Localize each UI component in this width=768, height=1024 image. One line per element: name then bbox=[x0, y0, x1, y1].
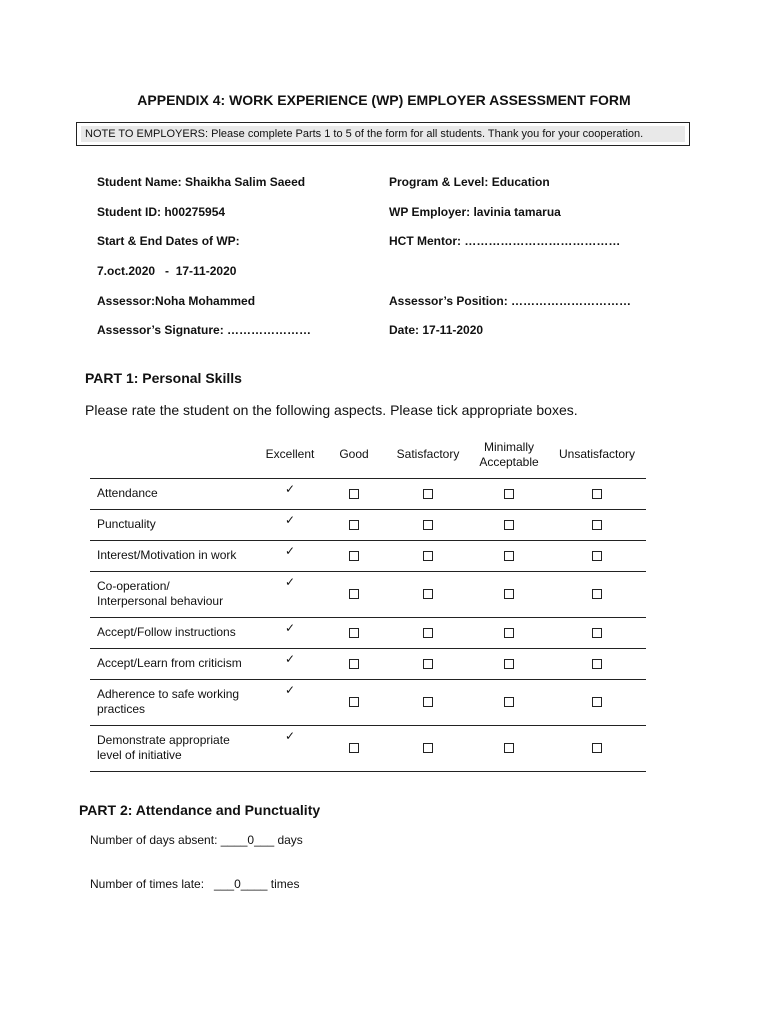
form-title: APPENDIX 4: WORK EXPERIENCE (WP) EMPLOYER ASSESSMENT FORM bbox=[137, 92, 631, 108]
rating-checkbox[interactable] bbox=[592, 520, 602, 530]
rating-checkbox[interactable] bbox=[504, 628, 514, 638]
row-label: Accept/Learn from criticism bbox=[97, 655, 242, 670]
tick-mark-icon[interactable]: ✓ bbox=[284, 482, 296, 496]
column-header-unsatisfactory: Unsatisfactory bbox=[558, 447, 636, 461]
rating-checkbox[interactable] bbox=[592, 659, 602, 669]
rating-checkbox[interactable] bbox=[592, 551, 602, 561]
rating-checkbox[interactable] bbox=[504, 520, 514, 530]
column-header-minimally-acceptable: Minimally Acceptable bbox=[479, 440, 539, 469]
hct-mentor: HCT Mentor: ………………………………… bbox=[389, 234, 621, 248]
rating-checkbox[interactable] bbox=[423, 551, 433, 561]
rating-checkbox[interactable] bbox=[504, 551, 514, 561]
rating-checkbox[interactable] bbox=[349, 659, 359, 669]
row-label: Demonstrate appropriate level of initiative bbox=[97, 733, 230, 762]
rating-checkbox[interactable] bbox=[504, 489, 514, 499]
rating-checkbox[interactable] bbox=[423, 489, 433, 499]
rating-checkbox[interactable] bbox=[349, 489, 359, 499]
rating-checkbox[interactable] bbox=[423, 520, 433, 530]
rating-checkbox[interactable] bbox=[592, 697, 602, 707]
table-rule bbox=[90, 679, 646, 680]
assessment-date: Date: 17-11-2020 bbox=[389, 323, 484, 337]
tick-mark-icon[interactable]: ✓ bbox=[284, 575, 296, 589]
rating-checkbox[interactable] bbox=[349, 551, 359, 561]
assessor-position: Assessor’s Position: ………………………… bbox=[389, 294, 632, 308]
column-header-satisfactory: Satisfactory bbox=[396, 447, 460, 461]
table-rule bbox=[90, 648, 646, 649]
table-rule bbox=[90, 617, 646, 618]
tick-mark-icon[interactable]: ✓ bbox=[284, 683, 296, 697]
rating-checkbox[interactable] bbox=[592, 589, 602, 599]
rating-checkbox[interactable] bbox=[592, 489, 602, 499]
assessor-signature: Assessor’s Signature: ………………… bbox=[97, 323, 312, 337]
row-label: Accept/Follow instructions bbox=[97, 624, 236, 639]
tick-mark-icon[interactable]: ✓ bbox=[284, 513, 296, 527]
rating-checkbox[interactable] bbox=[349, 520, 359, 530]
rating-checkbox[interactable] bbox=[423, 589, 433, 599]
rating-checkbox[interactable] bbox=[504, 697, 514, 707]
tick-mark-icon[interactable]: ✓ bbox=[284, 729, 296, 743]
row-label: Interest/Motivation in work bbox=[97, 547, 237, 562]
table-rule bbox=[90, 509, 646, 510]
rating-checkbox[interactable] bbox=[504, 743, 514, 753]
rating-checkbox[interactable] bbox=[592, 628, 602, 638]
days-absent: Number of days absent: ____0___ days bbox=[90, 833, 303, 847]
rating-checkbox[interactable] bbox=[349, 743, 359, 753]
rating-checkbox[interactable] bbox=[349, 697, 359, 707]
rating-checkbox[interactable] bbox=[423, 659, 433, 669]
student-name: Student Name: Shaikha Salim Saeed bbox=[97, 175, 306, 189]
tick-mark-icon[interactable]: ✓ bbox=[284, 652, 296, 666]
part1-heading: PART 1: Personal Skills bbox=[85, 370, 242, 386]
row-label: Punctuality bbox=[97, 516, 156, 531]
rating-checkbox[interactable] bbox=[349, 628, 359, 638]
rating-checkbox[interactable] bbox=[423, 628, 433, 638]
table-rule bbox=[90, 540, 646, 541]
row-label: Attendance bbox=[97, 485, 158, 500]
wp-employer: WP Employer: lavinia tamarua bbox=[389, 205, 561, 219]
part2-heading: PART 2: Attendance and Punctuality bbox=[79, 802, 321, 818]
note-box bbox=[76, 122, 690, 146]
row-label: Co-operation/ Interpersonal behaviour bbox=[97, 579, 224, 608]
rating-checkbox[interactable] bbox=[592, 743, 602, 753]
tick-mark-icon[interactable]: ✓ bbox=[284, 544, 296, 558]
column-header-good: Good bbox=[339, 447, 369, 461]
note-text: NOTE TO EMPLOYERS: Please complete Parts 1 to 5 of the form for all students. Thank you for your cooperation. bbox=[81, 126, 685, 142]
dates-label: Start & End Dates of WP: bbox=[97, 234, 240, 248]
tick-mark-icon[interactable]: ✓ bbox=[284, 621, 296, 635]
rating-checkbox[interactable] bbox=[349, 589, 359, 599]
times-late: Number of times late: ___0____ times bbox=[90, 877, 300, 891]
table-rule bbox=[90, 771, 646, 772]
rating-checkbox[interactable] bbox=[423, 743, 433, 753]
assessor-name: Assessor:Noha Mohammed bbox=[97, 294, 256, 308]
program-level: Program & Level: Education bbox=[389, 175, 550, 189]
table-rule bbox=[90, 478, 646, 479]
rating-checkbox[interactable] bbox=[504, 659, 514, 669]
rating-checkbox[interactable] bbox=[504, 589, 514, 599]
dates-value: 7.oct.2020 - 17-11-2020 bbox=[97, 264, 237, 278]
table-rule bbox=[90, 725, 646, 726]
part1-instruction: Please rate the student on the following aspects. Please tick appropriate boxes. bbox=[85, 402, 578, 418]
student-id: Student ID: h00275954 bbox=[97, 205, 226, 219]
row-label: Adherence to safe working practices bbox=[97, 687, 240, 716]
table-rule bbox=[90, 571, 646, 572]
rating-checkbox[interactable] bbox=[423, 697, 433, 707]
column-header-excellent: Excellent bbox=[265, 447, 315, 461]
